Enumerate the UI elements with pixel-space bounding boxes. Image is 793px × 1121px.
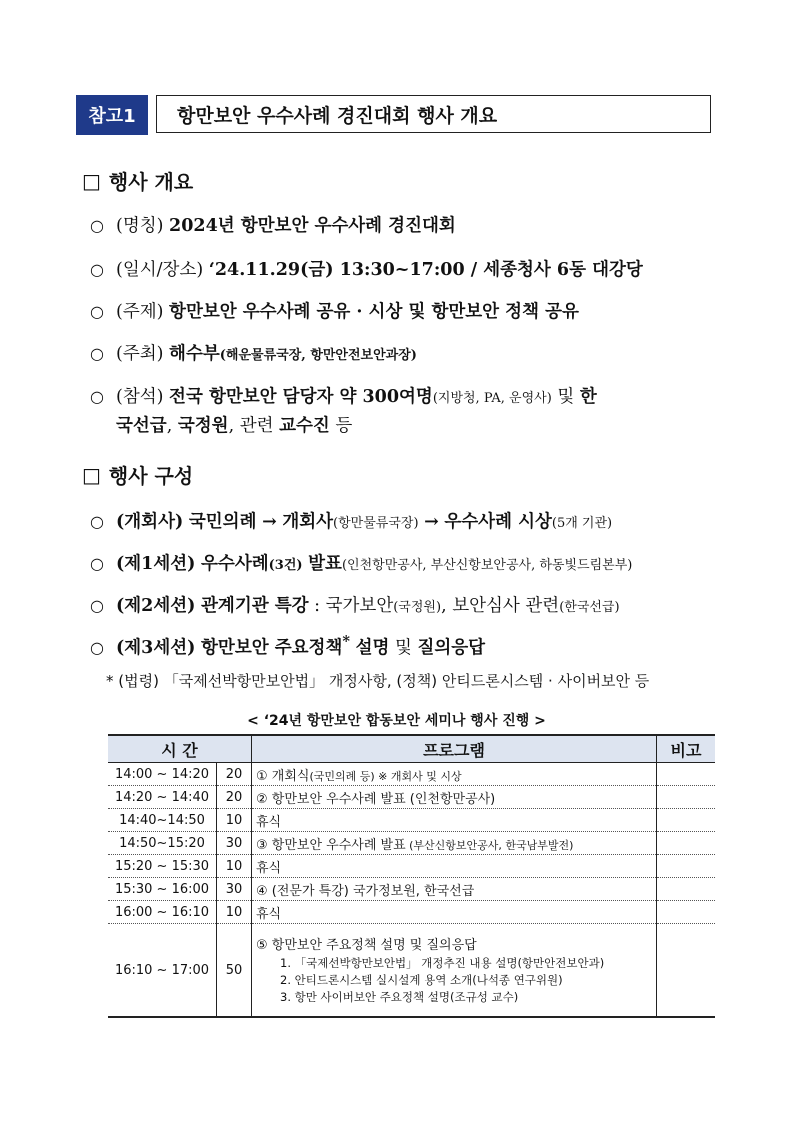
overview-name: ○ (명칭) 2024년 항만보안 우수사례 경진대회 (90, 216, 456, 236)
overview-theme: ○ (주제) 항만보안 우수사례 공유 · 시상 및 항만보안 정책 공유 (90, 302, 579, 322)
table-row (108, 763, 715, 786)
table-row (108, 786, 715, 809)
reference-tag: 참고1 (76, 95, 148, 135)
cell-minutes: 20 (217, 786, 252, 809)
schedule-table (108, 734, 715, 1018)
table-header-row (108, 735, 715, 763)
table-row (108, 878, 715, 901)
doc-title: 항만보안 우수사례 경진대회 행사 개요 (156, 95, 711, 133)
table-row (108, 901, 715, 924)
cell-program: 휴식 (252, 855, 657, 878)
cell-time: 15:20 ~ 15:30 (108, 855, 217, 878)
overview-host: ○ (주최) 해수부(해운물류국장, 항만안전보안과장) (90, 344, 417, 364)
circle-bullet-icon: ○ (90, 596, 104, 615)
header-program: 프로그램 (252, 735, 657, 763)
header-time: 시 간 (108, 735, 252, 763)
cell-remarks (657, 786, 716, 809)
circle-bullet-icon: ○ (90, 216, 104, 235)
composition-opening: ○ (개회사) 국민의례 → 개회사(항만물류국장) → 우수사례 시상(5개 기관) (90, 512, 613, 532)
cell-minutes: 30 (217, 832, 252, 855)
circle-bullet-icon: ○ (90, 637, 104, 657)
cell-program: ① 개회식(국민의례 등) ※ 개회사 및 시상 (252, 763, 657, 786)
overview-attend-cont: 국선급, 국정원, 관련 교수진 등 (116, 416, 353, 436)
cell-remarks (657, 901, 716, 924)
cell-time: 15:30 ~ 16:00 (108, 878, 217, 901)
composition-session1: ○ (제1세션) 우수사례(3건) 발표(인천항만공사, 부산신항보안공사, 하동빛드림본부) (90, 554, 633, 574)
cell-time: 16:10 ~ 17:00 (108, 924, 217, 1018)
checkbox-icon: □ (82, 168, 101, 193)
cell-minutes: 20 (217, 763, 252, 786)
table-row (108, 832, 715, 855)
circle-bullet-icon: ○ (90, 344, 104, 363)
cell-remarks (657, 855, 716, 878)
cell-program: ② 항만보안 우수사례 발표 (인천항만공사) (252, 786, 657, 809)
circle-bullet-icon: ○ (90, 302, 104, 321)
cell-remarks (657, 924, 716, 1018)
list-item: 2. 안티드론시스템 실시설계 용역 소개(나석종 연구위원) (280, 973, 563, 987)
overview-attend: ○ (참석) 전국 항만보안 담당자 약 300여명(지방청, PA, 운영사) 및 한 (90, 387, 597, 407)
arrow-icon: → (262, 512, 277, 532)
cell-minutes: 10 (217, 901, 252, 924)
cell-remarks (657, 763, 716, 786)
section-title: 행사 구성 (108, 464, 194, 488)
cell-time: 14:50~15:20 (108, 832, 217, 855)
circle-bullet-icon: ○ (90, 387, 104, 406)
doc-header (76, 95, 711, 135)
cell-minutes: 50 (217, 924, 252, 1018)
cell-time: 14:20 ~ 14:40 (108, 786, 217, 809)
cell-program: ⑤ 항만보안 주요정책 설명 및 질의응답 1. 「국제선박항만보안법」 개정추진 내용 설명(항만안전보안과) 2. 안티드론시스템 실시설계 용역 소개(나석종 연구위원) 3. 항만 사이버보안 주요정책 설명(조규성 교수) (252, 924, 657, 1018)
list-item: 3. 항만 사이버보안 주요정책 설명(조규성 교수) (280, 990, 519, 1004)
cell-time: 14:00 ~ 14:20 (108, 763, 217, 786)
cell-minutes: 10 (217, 809, 252, 832)
checkbox-icon: □ (82, 462, 101, 487)
overview-date: ○ (일시/장소) ‘24.11.29(금) 13:30~17:00 / 세종청사 6동 대강당 (90, 260, 643, 280)
cell-program: ③ 항만보안 우수사례 발표 (부산신항보안공사, 한국남부발전) (252, 832, 657, 855)
composition-session2: ○ (제2세션) 관계기관 특강 : 국가보안(국정원), 보안심사 관련(한국선급) (90, 596, 620, 616)
cell-program: 휴식 (252, 809, 657, 832)
arrow-icon: → (424, 512, 439, 532)
section-overview-heading (82, 166, 193, 195)
table-caption: < ‘24년 항만보안 합동보안 세미나 행사 진행 > (247, 713, 546, 729)
section-composition-heading (82, 460, 193, 489)
policy-list (256, 955, 652, 1006)
cell-time: 16:00 ~ 16:10 (108, 901, 217, 924)
circle-bullet-icon: ○ (90, 260, 104, 279)
cell-program: ④ (전문가 특강) 국가정보원, 한국선급 (252, 878, 657, 901)
header-remarks: 비고 (657, 735, 716, 763)
policy-footnote: * (법령) 「국제선박항만보안법」 개정사항, (정책) 안티드론시스템 · 사이버보안 등 (106, 672, 650, 690)
composition-session3: ○ (제3세션) 항만보안 주요정책* 설명 및 질의응답 (90, 633, 486, 658)
circle-bullet-icon: ○ (90, 512, 104, 531)
table-row (108, 809, 715, 832)
cell-remarks (657, 809, 716, 832)
list-item: 1. 「국제선박항만보안법」 개정추진 내용 설명(항만안전보안과) (280, 956, 605, 970)
cell-program: 휴식 (252, 901, 657, 924)
circle-bullet-icon: ○ (90, 554, 104, 573)
cell-remarks (657, 878, 716, 901)
table-row (108, 924, 715, 1018)
cell-remarks (657, 832, 716, 855)
section-title: 행사 개요 (108, 170, 194, 194)
cell-minutes: 30 (217, 878, 252, 901)
table-row (108, 855, 715, 878)
cell-minutes: 10 (217, 855, 252, 878)
cell-time: 14:40~14:50 (108, 809, 217, 832)
